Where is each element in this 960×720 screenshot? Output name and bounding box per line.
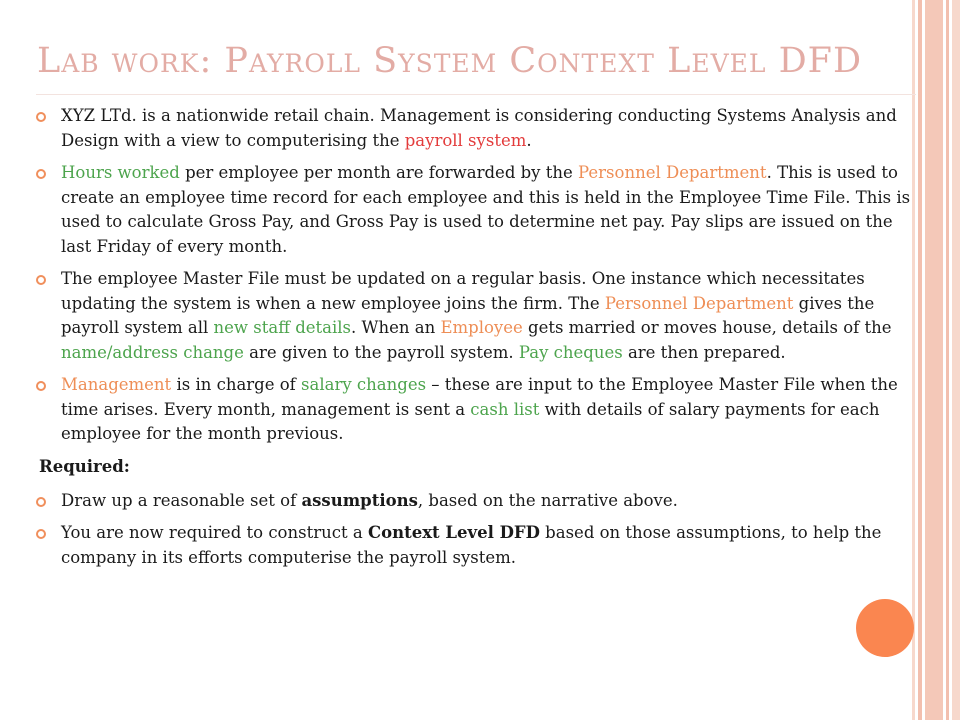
highlight-cash-list: cash list: [470, 399, 540, 419]
title-divider: [36, 94, 916, 95]
text-segment: is in charge of: [171, 375, 302, 394]
bold-assumptions: assumptions: [301, 490, 418, 510]
slide-title: Lab work: Payroll System Context Level DFD: [37, 41, 863, 81]
slide-body: [36, 104, 916, 578]
highlight-personnel-department: Personnel Department: [604, 293, 794, 313]
text-segment: . When an: [351, 318, 441, 337]
text-segment: based on those assumptions, to help the company in its efforts computerise the payroll system.: [61, 523, 882, 567]
text-segment: per employee per month are forwarded by the: [179, 163, 579, 182]
text-segment: .: [526, 130, 532, 150]
decorative-side-stripes: [912, 0, 960, 720]
task-bullet-context-dfd: [36, 521, 916, 570]
text-segment: . This is used to create an employee time record for each employee and this is held in the Employee Time File. This is used to calculate Gross Pay, and Gross Pay is used to determine net pay. Pay slips are issued on the last Friday of every month.: [61, 163, 911, 256]
text-segment: The employee Master File must be updated on a regular basis. One instance which necessitates updating the system is when a new employee joins the firm. The: [61, 269, 865, 313]
narrative-bullet-company: [36, 104, 916, 153]
highlight-employee: Employee: [440, 318, 523, 337]
highlight-new-staff-details: new staff details: [213, 318, 352, 337]
text-segment: gets married or moves house, details of the: [522, 318, 892, 337]
text-segment: XYZ LTd. is a nationwide retail chain. Management is considering conducting Systems Analysis and Design with a view to computerising the: [61, 106, 897, 150]
task-bullet-assumptions: [36, 489, 916, 514]
narrative-bullet-master-file: [36, 267, 916, 365]
highlight-pay-cheques: Pay cheques: [518, 342, 623, 362]
text-segment: with details of salary payments for each employee for the month previous.: [61, 399, 880, 443]
decorative-orange-circle: [856, 599, 914, 657]
narrative-list: [36, 104, 916, 447]
highlight-personnel-department: Personnel Department: [578, 163, 767, 182]
highlight-payroll-system: payroll system: [404, 130, 527, 150]
highlight-salary-changes: salary changes: [301, 375, 427, 394]
task-list: [36, 489, 916, 571]
bold-context-level-dfd: Context Level DFD: [367, 523, 540, 542]
text-segment: are then prepared.: [622, 342, 786, 362]
highlight-hours-worked: Hours worked: [61, 163, 180, 182]
narrative-bullet-management: [36, 373, 916, 447]
text-segment: are given to the payroll system.: [243, 342, 519, 362]
highlight-management: Management: [61, 375, 172, 394]
highlight-name-address-change: name/address change: [61, 342, 244, 362]
narrative-bullet-hours: [36, 161, 916, 259]
required-label: Required:: [39, 456, 130, 476]
text-segment: gives the payroll system all: [61, 293, 875, 337]
text-segment: You are now required to construct a: [61, 523, 368, 542]
text-segment: Draw up a reasonable set of: [61, 490, 302, 510]
text-segment: , based on the narrative above.: [417, 490, 678, 510]
text-segment: – these are input to the Employee Master File when the time arises. Every month, management is sent a: [61, 375, 898, 419]
